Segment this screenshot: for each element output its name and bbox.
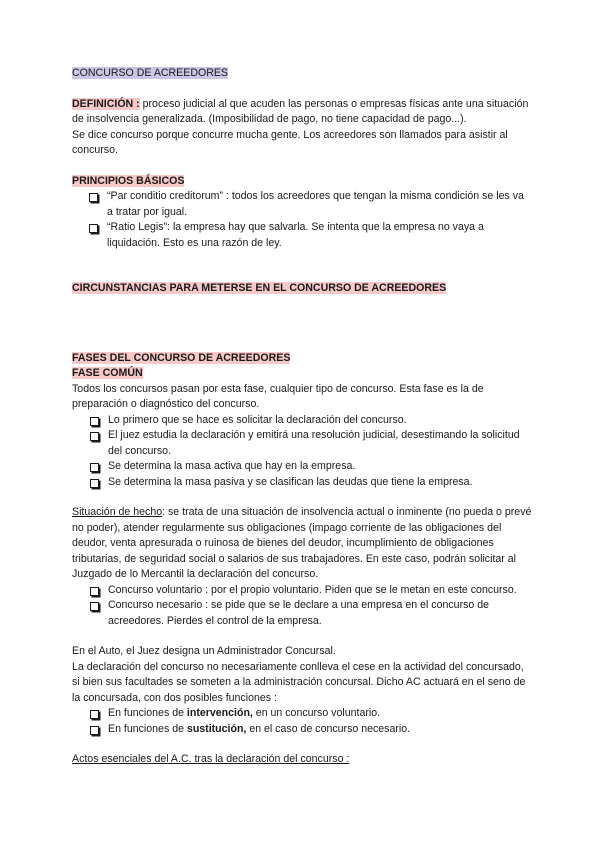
checkbox-bullet-icon xyxy=(90,417,99,426)
definicion-label: DEFINICIÓN : xyxy=(72,97,140,110)
list-item xyxy=(72,459,532,475)
situacion-paragraph xyxy=(72,505,532,583)
fase-comun-heading xyxy=(72,366,532,382)
auto-line1: En el Auto, el Juez designa un Administrador Concursal. xyxy=(72,645,336,657)
list-item xyxy=(72,475,532,491)
checkbox-bullet-icon xyxy=(90,602,99,611)
situacion-label: Situación de hecho xyxy=(72,506,163,518)
fases-list xyxy=(72,413,532,491)
circunstancias-heading-text: CIRCUNSTANCIAS PARA METERSE EN EL CONCURSO DE ACREEDORES xyxy=(72,282,447,294)
actos-heading-text: Actos esenciales del A.C. tras la declaración del concurso : xyxy=(72,753,350,765)
principios-list xyxy=(72,189,532,251)
list-item xyxy=(72,706,532,722)
list-item xyxy=(72,598,532,629)
checkbox-bullet-icon xyxy=(90,726,99,735)
list-item-text: El juez estudia la declaración y emitirá una resolución judicial, desestimando la solicitud del concurso. xyxy=(108,429,520,457)
situacion-list xyxy=(72,583,532,630)
list-item-text: Concurso necesario : se pide que se le declare a una empresa en el concurso de acreedores. Pierdes el control de la empresa. xyxy=(108,599,490,627)
doc-title-text: CONCURSO DE ACREEDORES xyxy=(72,67,228,79)
list-item xyxy=(72,189,532,220)
definicion-text: proceso judicial al que acuden las personas o empresas físicas ante una situación de insolvencia generalizada. (Imposibilidad de pago, no tiene capacidad de pago...). xyxy=(72,97,529,125)
list-item xyxy=(72,722,532,738)
fases-heading-text: FASES DEL CONCURSO DE ACREEDORES xyxy=(72,351,291,364)
fases-heading xyxy=(72,351,532,367)
document-page xyxy=(72,66,532,768)
list-item xyxy=(72,583,532,599)
circunstancias-heading xyxy=(72,281,532,297)
list-item xyxy=(72,413,532,429)
checkbox-bullet-icon xyxy=(89,224,98,233)
definicion-paragraph xyxy=(72,97,532,128)
situacion-text: : se trata de una situación de insolvencia actual o inminente (no pueda o prevé no poder), atender regularmente sus obligaciones (impago corriente de las obligaciones del deudor, venta apresurada o ruinosa de bienes del deudor, incumplimiento de obligaciones tributarias, de seguridad social o salarios de sus trabajadores. En este caso, podrán solicitar al Juzgado de lo Mercantil la declaración del concurso. xyxy=(72,506,532,580)
list-item-text: Se determina la masa pasiva y se clasifican las deudas que tiene la empresa. xyxy=(108,475,473,488)
checkbox-bullet-icon xyxy=(90,587,99,596)
principios-heading-text: PRINCIPIOS BÁSICOS xyxy=(72,174,185,187)
list-item-text: Concurso voluntario : por el propio voluntario. Piden que se le metan en este concurso. xyxy=(108,583,517,596)
checkbox-bullet-icon xyxy=(90,432,99,441)
checkbox-bullet-icon xyxy=(90,463,99,472)
doc-title xyxy=(72,66,532,82)
auto-line2: La declaración del concurso no necesariamente conlleva el cese en la actividad del concursado, si bien sus facultades se someten a la administración concursal. Dicho AC actuará en el seno de la concursada, con dos posibles funciones : xyxy=(72,660,526,704)
checkbox-bullet-icon xyxy=(90,479,99,488)
actos-heading xyxy=(72,752,532,768)
list-item-text: en un concurso voluntario. xyxy=(252,707,381,719)
list-item-text: en el caso de concurso necesario. xyxy=(246,722,411,735)
list-item-text: “Par conditio creditorum” : todos los acreedores que tengan la misma condición se les va a tratar por igual. xyxy=(107,190,524,218)
principios-heading xyxy=(72,174,532,190)
list-item-text: “Ratio Legis”: la empresa hay que salvarla. Se intenta que la empresa no vaya a liquidación. Esto es una razón de ley. xyxy=(107,221,484,249)
checkbox-bullet-icon xyxy=(89,193,98,202)
list-item-bold: sustitución, xyxy=(186,722,247,735)
checkbox-bullet-icon xyxy=(90,710,99,719)
list-item-text: Se determina la masa activa que hay en la empresa. xyxy=(108,460,356,472)
list-item-text: En funciones de xyxy=(108,707,187,719)
concurso-note: Se dice concurso porque concurre mucha gente. Los acreedores son llamados para asistir al concurso. xyxy=(72,128,508,156)
fases-intro: Todos los concursos pasan por esta fase, cualquier tipo de concurso. Esta fase es la de preparación o diagnóstico del concurso. xyxy=(72,382,484,410)
fase-comun-heading-text: FASE COMÚN xyxy=(72,367,143,379)
list-item-text: En funciones de xyxy=(108,722,187,735)
list-item-bold: intervención, xyxy=(186,707,253,719)
list-item xyxy=(72,220,532,251)
funciones-list xyxy=(72,706,532,737)
list-item-text: Lo primero que se hace es solicitar la declaración del concurso. xyxy=(108,413,407,426)
list-item xyxy=(72,428,532,459)
